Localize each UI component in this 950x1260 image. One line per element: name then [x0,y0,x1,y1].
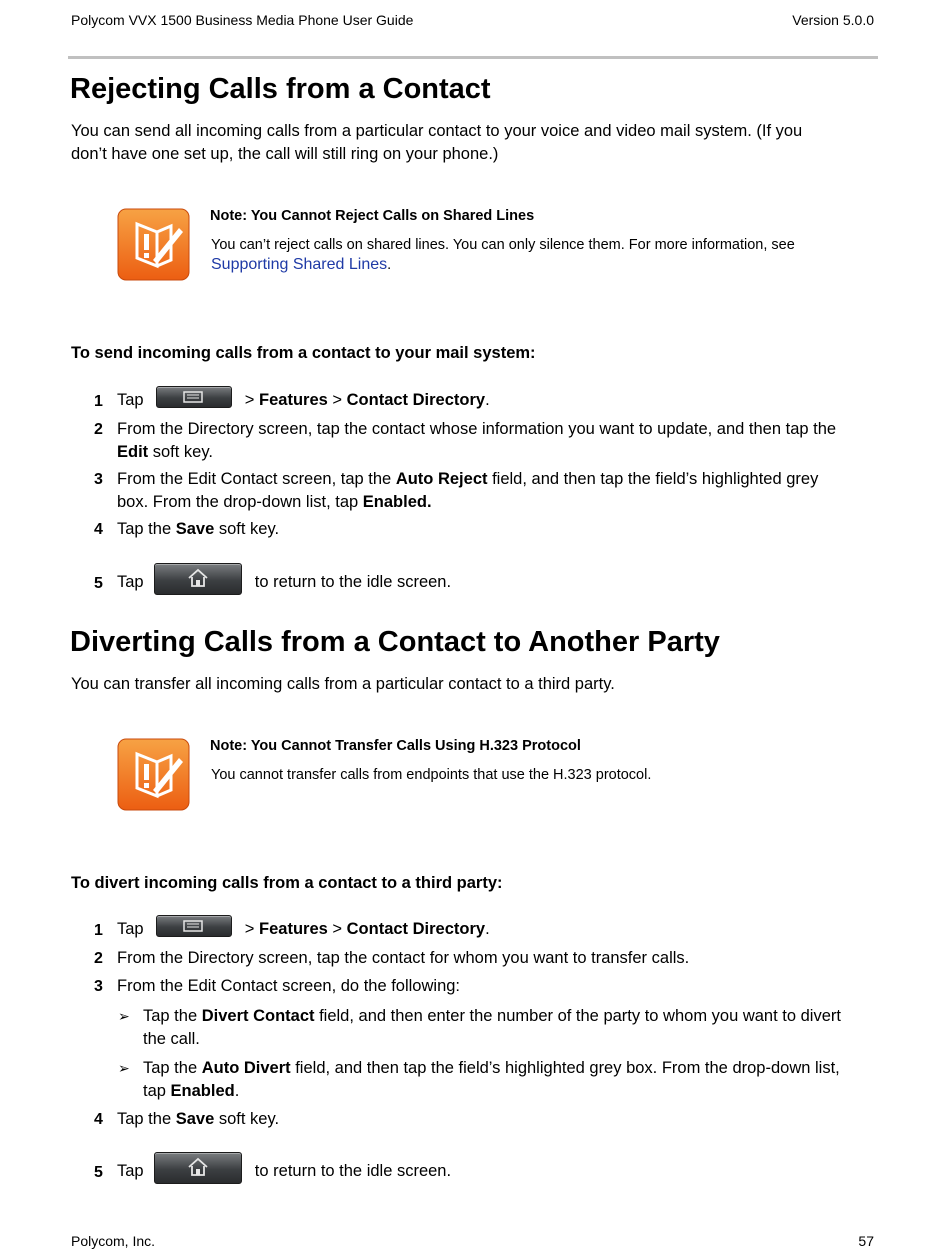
step-number: 2 [94,950,103,967]
section2-intro: You can transfer all incoming calls from a particular contact to a third party. [71,675,615,693]
bullet2-auto-divert: Auto Divert [201,1059,291,1077]
note1-body [211,235,851,275]
s2-step1-features: Features [259,920,328,938]
procedure1-title: To send incoming calls from a contact to your mail system: [71,344,536,362]
note-icon [117,738,187,808]
supporting-shared-lines-link[interactable]: Supporting Shared Lines [211,256,388,273]
menu-button[interactable] [156,915,232,937]
s2-step4-post: soft key. [214,1110,280,1128]
s2-step5-text [117,1142,877,1200]
step-number: 5 [94,575,103,592]
bullet1-divert-contact: Divert Contact [201,1007,315,1025]
step3-auto-reject: Auto Reject [395,470,488,488]
section-heading-diverting: Diverting Calls from a Contact to Another Party [70,626,720,658]
section1-intro-line2: don’t have one set up, the call will still ring on your phone.) [71,145,499,163]
bullet2-post: field, and then tap the field’s highlighted grey box. From the drop-down list, [290,1059,840,1077]
step2-edit: Edit [117,443,149,461]
s2-step2-text: From the Directory screen, tap the contact for whom you want to transfer calls. [117,949,690,967]
step2-text [117,418,877,464]
step1-text [117,376,877,424]
step4-pre: Tap the [117,520,176,538]
note1-body-text: You can’t reject calls on shared lines. You can only silence them. For more information, see [211,237,795,253]
s2-step1-sep2: > [332,920,343,938]
step-number: 5 [94,1164,103,1181]
step3-line2: box. From the drop-down list, tap [117,493,363,511]
note1-title: Note: You Cannot Reject Calls on Shared Lines [210,208,535,224]
footer-company: Polycom, Inc. [71,1233,156,1249]
home-button[interactable] [154,563,242,595]
header-rule [68,56,878,59]
step3-post: field, and then tap the field’s highlighted grey [487,470,819,488]
step-number: 1 [94,922,103,939]
step1-contact-directory: Contact Directory [346,391,486,409]
step4-save: Save [175,520,215,538]
step1-sep2: > [332,391,343,409]
bullet1-line2: the call. [143,1030,200,1048]
bullet2-pre: Tap the [143,1059,202,1077]
step2-line1: From the Directory screen, tap the contact whose information you want to update, and then tap the [117,420,837,438]
header-title: Polycom VVX 1500 Business Media Phone User Guide [71,12,414,28]
step3-pre: From the Edit Contact screen, tap the [117,470,396,488]
step-number: 3 [94,978,103,995]
section-heading-rejecting: Rejecting Calls from a Contact [70,73,491,105]
step2-line2: soft key. [148,443,213,461]
section1-intro [71,120,861,166]
section1-intro-line1: You can send all incoming calls from a particular contact to your voice and video mail system. (If you [71,122,803,140]
bullet2-text [143,1057,878,1103]
bullet-arrow-icon: ➢ [118,1060,130,1076]
s2-step1-end: . [485,920,490,938]
note1-link-suffix: . [387,257,392,273]
step1-tap: Tap [117,391,144,409]
s2-step5-tap: Tap [117,1162,144,1180]
step1-end: . [485,391,490,409]
menu-button[interactable] [156,386,232,408]
step1-features: Features [259,391,328,409]
bullet2-line2-end: . [234,1082,240,1100]
bullet1-pre: Tap the [143,1007,202,1025]
s2-step1-text [117,905,877,953]
bullet1-post: field, and then enter the number of the party to whom you want to divert [314,1007,841,1025]
footer-page-number: 57 [858,1233,874,1249]
step-number: 2 [94,421,103,438]
step4-text [117,518,877,541]
home-button[interactable] [154,1152,242,1184]
step3-text [117,468,877,514]
bullet2-line2-pre: tap [143,1082,171,1100]
s2-step5-post: to return to the idle screen. [254,1162,452,1180]
s2-step4-text [117,1108,877,1131]
step5-tap: Tap [117,573,144,591]
note2-title: Note: You Cannot Transfer Calls Using H.323 Protocol [210,738,581,754]
note-icon [117,208,187,278]
s2-step3-text: From the Edit Contact screen, do the following: [117,977,461,995]
bullet-arrow-icon: ➢ [118,1008,130,1024]
bullet2-enabled: Enabled [170,1082,235,1100]
s2-step4-pre: Tap the [117,1110,176,1128]
step4-post: soft key. [214,520,280,538]
step-number: 4 [94,521,103,538]
note2-body: You cannot transfer calls from endpoints that use the H.323 protocol. [211,767,652,783]
s2-step4-save: Save [175,1110,215,1128]
s2-step1-contact-directory: Contact Directory [346,920,486,938]
procedure2-title: To divert incoming calls from a contact to a third party: [71,874,503,892]
step1-sep1: > [244,391,255,409]
bullet1-text [143,1005,878,1051]
step5-text [117,553,877,611]
step-number: 3 [94,471,103,488]
s2-step1-sep1: > [244,920,255,938]
step5-post: to return to the idle screen. [254,573,452,591]
s2-step1-tap: Tap [117,920,144,938]
header-version: Version 5.0.0 [792,12,874,28]
step3-enabled: Enabled. [362,493,432,511]
step-number: 4 [94,1111,103,1128]
step-number: 1 [94,393,103,410]
